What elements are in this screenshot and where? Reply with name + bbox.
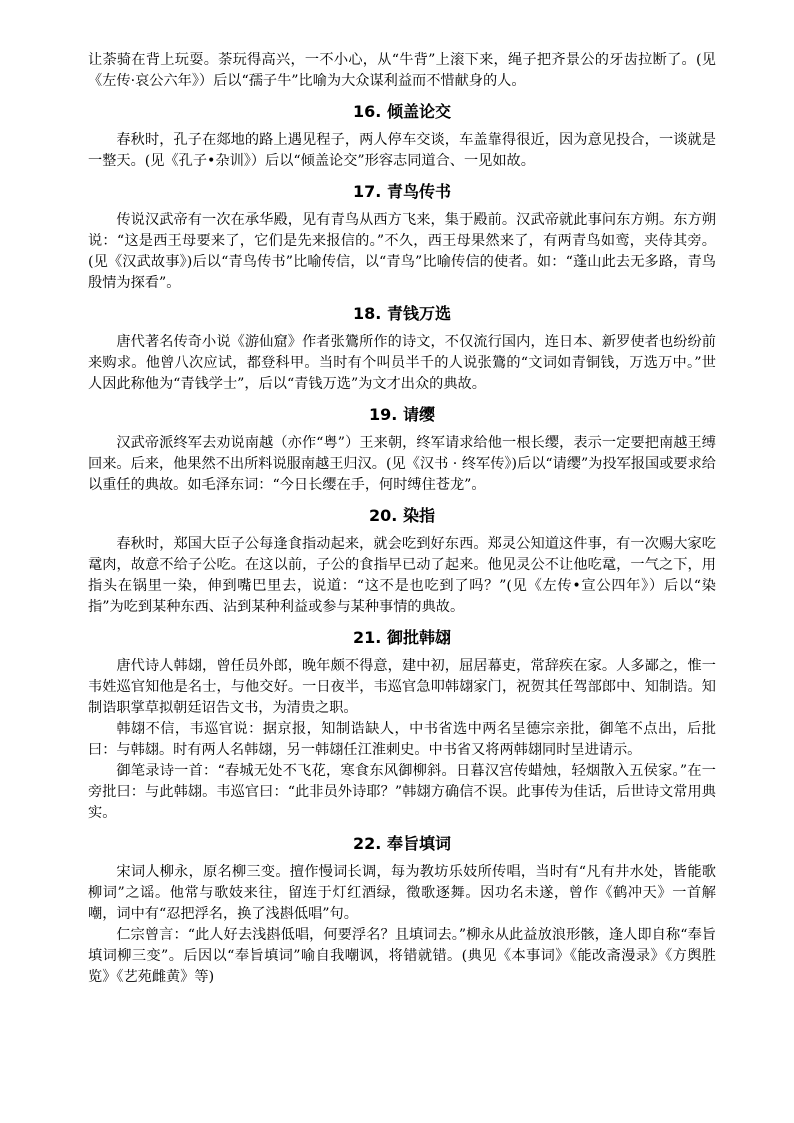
section-22 xyxy=(88,832,716,988)
section-title: 18. 青钱万选 xyxy=(353,304,451,323)
document-page xyxy=(88,50,716,988)
section-paragraph: 御笔录诗一首：“春城无处不飞花，寒食东风御柳斜。日暮汉宫传蜡烛，轻烟散入五侯家。”在一旁批曰：与此韩翃。韦巡官曰：“此非员外诗耶？”韩翃方确信不误。此事传为佳话，后世诗文常用典实。 xyxy=(88,763,716,821)
section-paragraph: 宋词人柳永，原名柳三变。擅作慢词长调，每为教坊乐妓所传唱，当时有“凡有井水处，皆能歌柳词”之谣。他常与歌妓来往，留连于灯红酒绿，徵歌逐舞。因功名未遂，曾作《鹤冲天》一首解嘲，词中有“忍把浮名，换了浅斟低唱”句。 xyxy=(88,864,716,922)
section-title: 19. 请缨 xyxy=(369,405,435,424)
section-paragraph: 唐代诗人韩翃，曾任员外郎，晚年颇不得意，建中初，屈居幕吏，常辞疾在家。人多鄙之，惟一韦姓巡官知他是名士，与他交好。一日夜半，韦巡官急叩韩翃家门，祝贺其任驾部郎中、知制诰。知制诰职掌草拟朝廷诏告文书，为清贵之职。 xyxy=(88,658,716,716)
section-paragraph: 唐代著名传奇小说《游仙窟》作者张鷟所作的诗文，不仅流行国内，连日本、新罗使者也纷纷前来购求。他曾八次应试，都登科甲。当时有个叫员半千的人说张鷟的“文词如青铜钱，万选万中。”世人因此称他为“青钱学士”，后以“青钱万选”为文才出众的典故。 xyxy=(88,334,716,392)
section-paragraph: 春秋时，郑国大臣子公每逢食指动起来，就会吃到好东西。郑灵公知道这件事，有一次赐大家吃鼋肉，故意不给子公吃。在这以前，子公的食指早已动了起来。他见灵公不让他吃鼋，一气之下，用指头在锅里一染，伸到嘴巴里去，说道：“这不是也吃到了吗？”(见《左传•宣公四年》）后以“染指”为吃到某种东西、沾到某种利益或参与某种事情的典故。 xyxy=(88,536,716,615)
section-title: 17. 青鸟传书 xyxy=(353,182,451,201)
section-paragraph: 汉武帝派终军去劝说南越（亦作“粤”）王来朝，终军请求给他一根长缨，表示一定要把南越王缚回来。后来，他果然不出所料说服南越王归汉。(见《汉书 · 终军传》)后以“请缨”为投军报国或要求给以重任的典故。如毛泽东词：“今日长缨在手，何时缚住苍龙”。 xyxy=(88,435,716,493)
section-title: 21. 御批韩翃 xyxy=(353,628,451,647)
section-paragraph: 仁宗曾言：“此人好去浅斟低唱，何要浮名？且填词去。”柳永从此益放浪形骸，逢人即自称“奉旨填词柳三变”。后因以“奉旨填词”喻自我嘲讽，将错就错。(典见《本事词》《能改斋漫录》《方舆胜览》《艺苑雌黄》等) xyxy=(88,927,716,985)
section-18 xyxy=(88,302,716,395)
section-paragraph: 春秋时，孔子在郯地的路上遇见程子，两人停车交谈，车盖靠得很近，因为意见投合，一谈就是一整天。(见《孔子•杂训》）后以“倾盖论交”形容志同道合、一见如故。 xyxy=(88,132,716,169)
section-title: 20. 染指 xyxy=(369,506,435,525)
intro-paragraph: 让荼骑在背上玩耍。荼玩得高兴，一不小心，从“牛背”上滚下来，绳子把齐景公的牙齿拉断了。(见《左传·哀公六年》）后以“孺子牛”比喻为大众谋利益而不惜献身的人。 xyxy=(88,52,716,89)
section-title: 16. 倾盖论交 xyxy=(353,102,451,121)
section-paragraph: 韩翃不信，韦巡官说：据京报，知制诰缺人，中书省选中两名呈德宗亲批，御笔不点出，后批曰：与韩翃。时有两人名韩翃，另一韩翃任江淮刺史。中书省又将两韩翃同时呈进请示。 xyxy=(88,721,716,758)
section-16 xyxy=(88,100,716,172)
section-title: 22. 奉旨填词 xyxy=(353,834,451,853)
section-paragraph: 传说汉武帝有一次在承华殿，见有青鸟从西方飞来，集于殿前。汉武帝就此事问东方朔。东方朔说：“这是西王母要来了，它们是先来报信的。”不久，西王母果然来了，有两青鸟如鸾，夹侍其旁。(见《汉武故事》)后以“青鸟传书”比喻传信，以“青鸟”比喻传信的使者。如：“蓬山此去无多路，青鸟殷情为探看”。 xyxy=(88,212,716,291)
section-21 xyxy=(88,626,716,824)
section-19 xyxy=(88,403,716,496)
section-20 xyxy=(88,504,716,618)
section-17 xyxy=(88,180,716,294)
